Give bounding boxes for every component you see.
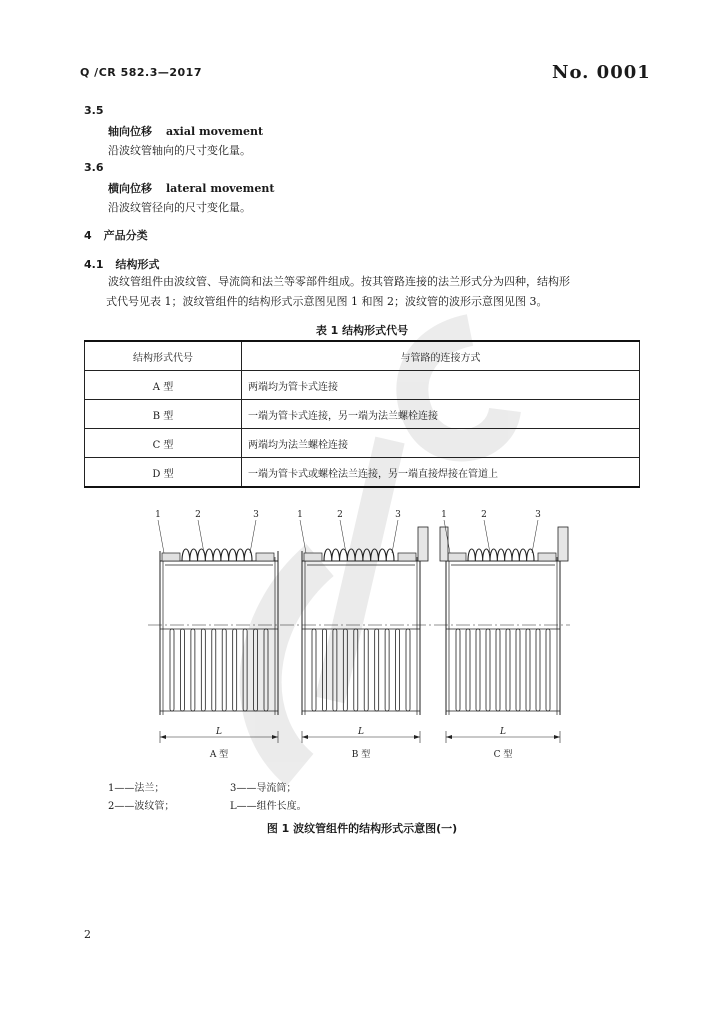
watermark-text: CR <box>420 592 436 603</box>
callout-number: 3 <box>535 510 541 520</box>
callout-leader <box>198 520 204 553</box>
callout-leader <box>340 520 346 553</box>
callout-number: 3 <box>395 510 401 520</box>
convolution-rib <box>364 629 368 711</box>
table-row <box>85 458 640 488</box>
convolution-rib <box>212 629 216 711</box>
convolution-rib <box>516 629 520 711</box>
convolution-rib <box>312 629 316 711</box>
convolution-rib <box>322 629 326 711</box>
convolution-rib <box>536 629 540 711</box>
table-cell: B 型 <box>85 400 242 429</box>
table-header: 结构形式代号 <box>85 341 242 371</box>
bellows-convolution <box>324 549 394 561</box>
table-row <box>85 400 640 429</box>
convolution-rib <box>406 629 410 711</box>
convolution-rib <box>396 629 400 711</box>
term-definition: 沿波纹管径向的尺寸变化量。 <box>108 201 251 214</box>
type-label: B 型 <box>351 750 371 760</box>
table-cell: 一端为管卡式连接，另一端为法兰螺栓连接 <box>242 400 640 429</box>
convolution-rib <box>546 629 550 711</box>
flange <box>418 527 428 561</box>
section-number: 3.6 <box>84 161 104 174</box>
convolution-rib <box>466 629 470 711</box>
legend-key-2: 2——波纹管； <box>108 801 175 812</box>
term-heading <box>108 180 274 196</box>
callout-number: 1 <box>155 510 161 520</box>
callout-number: 1 <box>297 510 303 520</box>
bellows-structure-figure <box>140 505 590 765</box>
convolution-rib <box>254 629 258 711</box>
term-en: axial movement <box>166 125 264 138</box>
callout-number: 2 <box>195 510 201 520</box>
end-plate <box>538 553 556 561</box>
legend-key-L: L——组件长度。 <box>230 801 307 812</box>
length-label: L <box>500 727 506 737</box>
table-cell: A 型 <box>85 371 242 400</box>
clause-heading: 4.1 结构形式 <box>84 258 160 271</box>
convolution-rib <box>233 629 237 711</box>
table-row <box>85 371 640 400</box>
table-cell: D 型 <box>85 458 242 488</box>
clause-paragraph: 波纹管组件由波纹管、导流筒和法兰等零部件组成。按其管路连接的法兰形式分为四种，结构形 式代号见表 1；波纹管组件的结构形式示意图见图 1 和图 2；波纹管的波形示意图见图 3。 <box>106 275 570 308</box>
dimension-arrow <box>160 735 166 739</box>
table-cell: 两端均为管卡式连接 <box>242 371 640 400</box>
dimension-arrow <box>554 735 560 739</box>
bellows-convolution <box>182 549 252 561</box>
convolution-rib <box>191 629 195 711</box>
convolution-rib <box>486 629 490 711</box>
table-cell: 两端均为法兰螺栓连接 <box>242 429 640 458</box>
term-definition: 沿波纹管轴向的尺寸变化量。 <box>108 144 251 157</box>
table-row <box>85 429 640 458</box>
length-label: L <box>358 727 364 737</box>
convolution-rib <box>170 629 174 711</box>
callout-leader <box>392 520 398 553</box>
callout-number: 2 <box>481 510 487 520</box>
callout-leader <box>300 520 306 553</box>
legend-key-3: 3——导流筒； <box>230 783 297 794</box>
convolution-rib <box>343 629 347 711</box>
end-plate <box>256 553 274 561</box>
term-heading <box>108 123 263 139</box>
convolution-rib <box>476 629 480 711</box>
table-header-row <box>85 341 640 371</box>
dimension-arrow <box>272 735 278 739</box>
callout-number: 1 <box>441 510 447 520</box>
chapter-heading: 4 产品分类 <box>84 229 148 242</box>
callout-number: 3 <box>253 510 259 520</box>
table-cell: 一端为管卡式或螺栓法兰连接，另一端直接焊接在管道上 <box>242 458 640 488</box>
table-cell: C 型 <box>85 429 242 458</box>
convolution-rib <box>264 629 268 711</box>
serial-number: No. 0001 <box>552 62 651 83</box>
callout-leader <box>484 520 490 553</box>
convolution-rib <box>506 629 510 711</box>
convolution-rib <box>180 629 184 711</box>
structure-code-table <box>84 340 640 488</box>
length-label: L <box>216 727 222 737</box>
type-label: A 型 <box>209 750 229 760</box>
end-plate <box>448 553 466 561</box>
term-cn: 轴向位移 <box>108 125 152 138</box>
convolution-rib <box>333 629 337 711</box>
dimension-arrow <box>446 735 452 739</box>
dimension-arrow <box>414 735 420 739</box>
convolution-rib <box>243 629 247 711</box>
flange <box>440 527 448 561</box>
convolution-rib <box>496 629 500 711</box>
term-en: lateral movement <box>166 182 275 195</box>
callout-leader <box>158 520 164 553</box>
standard-code: Q /CR 582.3—2017 <box>80 66 202 79</box>
end-plate <box>162 553 180 561</box>
convolution-rib <box>456 629 460 711</box>
convolution-rib <box>526 629 530 711</box>
page-number: 2 <box>84 928 91 941</box>
convolution-rib <box>385 629 389 711</box>
section-number: 3.5 <box>84 104 104 117</box>
type-label: C 型 <box>493 750 513 760</box>
convolution-rib <box>354 629 358 711</box>
dimension-arrow <box>302 735 308 739</box>
callout-number: 2 <box>337 510 343 520</box>
convolution-rib <box>375 629 379 711</box>
table-header: 与管路的连接方式 <box>242 341 640 371</box>
figure-title: 图 1 波纹管组件的结构形式示意图(一) <box>266 822 458 835</box>
convolution-rib <box>222 629 226 711</box>
legend-key-1: 1——法兰； <box>108 783 165 794</box>
callout-leader <box>250 520 256 553</box>
callout-leader <box>532 520 538 553</box>
table-title: 表 1 结构形式代号 <box>315 324 409 337</box>
flange <box>558 527 568 561</box>
end-plate <box>398 553 416 561</box>
end-plate <box>304 553 322 561</box>
convolution-rib <box>201 629 205 711</box>
bellows-convolution <box>468 549 534 561</box>
term-cn: 横向位移 <box>108 182 152 195</box>
